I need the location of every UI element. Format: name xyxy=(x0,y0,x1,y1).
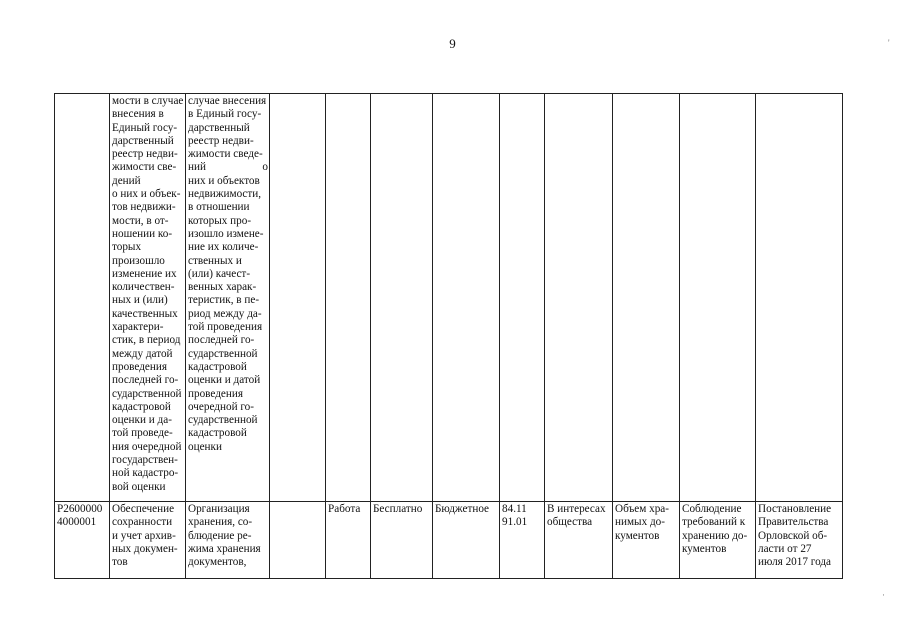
table-row-service xyxy=(55,502,843,579)
cell-text-line: сударственной xyxy=(112,387,182,400)
cell-quality-indicator xyxy=(680,502,756,579)
cell-text-line: хранению до- xyxy=(682,529,748,542)
cell-text-line: В интересах xyxy=(547,503,606,515)
cell-service-content xyxy=(186,94,270,502)
cell-text-line: дений xyxy=(112,174,141,187)
cell-text-line: 4000001 xyxy=(57,516,97,529)
cell-text-line: хранения, со- xyxy=(188,516,253,529)
cell-text-line: 91.01 xyxy=(502,516,528,529)
cell-text-line: блюдение ре- xyxy=(188,529,252,542)
cell-text-line: и учет архив- xyxy=(112,529,176,542)
cell-empty xyxy=(613,94,680,502)
cell-text-line: сударственной xyxy=(188,347,258,360)
cell-service-name xyxy=(110,502,186,579)
cell-text-line: внесения в xyxy=(112,108,164,121)
cell-text-line: мости в случае xyxy=(112,95,184,107)
cell-text-line: между датой xyxy=(112,347,173,360)
cell-text-line: теристик, в пе- xyxy=(188,294,260,307)
cell-text-line: изошло измене- xyxy=(188,227,264,240)
cell-text-line: ние их количе- xyxy=(188,241,259,254)
scan-mark: ' xyxy=(888,38,890,48)
cell-text-line: кадастровой xyxy=(188,427,247,440)
cell-text-line: Орловской об- xyxy=(758,529,828,542)
table-row-continuation xyxy=(55,94,843,502)
cell-text-line: жима хранения xyxy=(188,542,261,555)
cell-text-line: тов xyxy=(112,556,128,569)
cell-text-line: вой оценки xyxy=(112,480,166,493)
cell-text-line: государствен- xyxy=(112,454,178,467)
cell-text-line: последней го- xyxy=(112,374,179,387)
cell-text-line: оценки и датой xyxy=(188,374,261,387)
cell-text-line: ственных и xyxy=(188,254,242,267)
cell-text-line: мости, в от- xyxy=(112,214,169,227)
cell-text-line: Соблюдение xyxy=(682,503,742,515)
cell-text-line: ласти от 27 xyxy=(758,542,812,555)
cell-text-line: ний о xyxy=(188,161,268,174)
cell-text-line: о них и объек- xyxy=(112,188,181,201)
cell-text-line: торых xyxy=(112,241,142,254)
cell-text-line: качественных xyxy=(112,307,178,320)
cell-text-line: риод между да- xyxy=(188,307,262,320)
cell-payment xyxy=(371,502,433,579)
cell-text-line: Бесплатно xyxy=(373,503,423,515)
cell-text-line: той проведе- xyxy=(112,427,173,440)
cell-text-line: тов недвижи- xyxy=(112,201,176,214)
cell-text-line: дарственный xyxy=(112,134,174,147)
cell-text-line: изменение их xyxy=(112,267,177,280)
cell-text-line: очередной го- xyxy=(188,400,254,413)
cell-registry-number xyxy=(55,502,110,579)
cell-text-line: в Единый госу- xyxy=(188,108,262,121)
cell-text-line: ния очередной xyxy=(112,440,182,453)
cell-text-line: дарственный xyxy=(188,121,250,134)
cell-empty xyxy=(326,94,371,502)
cell-text-line: нимых до- xyxy=(615,516,665,529)
cell-text-line: в отношении xyxy=(188,201,250,214)
cell-empty xyxy=(270,502,326,579)
cell-text-line: документов, xyxy=(188,556,247,569)
cell-text-line: реестр недви- xyxy=(188,134,254,147)
cell-text-line: Организация xyxy=(188,503,250,515)
cell-empty xyxy=(270,94,326,502)
cell-text-line: Единый госу- xyxy=(112,121,178,134)
cell-text-line: Объем хра- xyxy=(615,503,669,515)
cell-text-line: венных харак- xyxy=(188,281,257,294)
cell-text-line: сударственной xyxy=(188,414,258,427)
cell-text-line: 84.11 xyxy=(502,503,527,515)
cell-service-content xyxy=(186,502,270,579)
cell-text-line: общества xyxy=(547,516,593,529)
cell-text-line: ношении ко- xyxy=(112,227,173,240)
cell-consumers xyxy=(545,502,613,579)
cell-text-line: ной кадастро- xyxy=(112,467,179,480)
cell-text-line: Обеспечение xyxy=(112,503,175,515)
cell-text-line: последней го- xyxy=(188,334,255,347)
cell-text-line: характери- xyxy=(112,321,164,334)
cell-text-line: стик, в период xyxy=(112,334,181,347)
cell-text-line: проведения xyxy=(112,360,167,373)
cell-service-type xyxy=(326,502,371,579)
cell-text-line: которых про- xyxy=(188,214,252,227)
cell-institution-type xyxy=(433,502,500,579)
cell-text-line: жимости сведе- xyxy=(188,148,263,161)
cell-text-line: оценки xyxy=(188,440,222,453)
cell-text-line: проведения xyxy=(188,387,243,400)
cell-service-name xyxy=(110,94,186,502)
cell-legal-basis xyxy=(756,502,843,579)
cell-text-line: недвижимости, xyxy=(188,188,262,201)
cell-text-line: той проведения xyxy=(188,321,263,334)
cell-text-line: кадастровой xyxy=(112,400,171,413)
cell-volume-indicator xyxy=(613,502,680,579)
cell-text-line: оценки и да- xyxy=(112,414,172,427)
cell-empty xyxy=(545,94,613,502)
cell-text-line: (или) качест- xyxy=(188,267,251,280)
cell-okved-codes xyxy=(500,502,545,579)
cell-text-line: жимости све- xyxy=(112,161,177,174)
cell-text-line: Работа xyxy=(328,503,361,515)
cell-text-line: ных и (или) xyxy=(112,294,168,307)
cell-text-line: Р2600000 xyxy=(57,503,103,515)
cell-empty xyxy=(371,94,433,502)
cell-text-line: них и объектов xyxy=(188,174,260,187)
cell-text-line: сохранности xyxy=(112,516,173,529)
cell-text-line: кадастровой xyxy=(188,360,247,373)
cell-text-line: Постановление xyxy=(758,503,832,515)
cell-empty xyxy=(500,94,545,502)
cell-text-line: кументов xyxy=(615,529,660,542)
cell-registry-number xyxy=(55,94,110,502)
page-number: 9 xyxy=(449,36,456,51)
cell-text-line: случае внесения xyxy=(188,95,267,107)
cell-text-line: ных докумен- xyxy=(112,542,178,555)
scan-mark: · xyxy=(882,590,885,600)
cell-text-line: кументов xyxy=(682,542,727,555)
cell-empty xyxy=(756,94,843,502)
cell-text-line: количествен- xyxy=(112,281,175,294)
cell-text-line: Правительства xyxy=(758,516,829,529)
cell-empty xyxy=(433,94,500,502)
cell-text-line: Бюджетное xyxy=(435,503,490,515)
cell-text-line: реестр недви- xyxy=(112,148,178,161)
cell-text-line: июля 2017 года xyxy=(758,556,832,569)
cell-text-line: произошло xyxy=(112,254,165,267)
cell-empty xyxy=(680,94,756,502)
cell-text-line: требований к xyxy=(682,516,746,529)
service-registry-table xyxy=(54,93,843,579)
